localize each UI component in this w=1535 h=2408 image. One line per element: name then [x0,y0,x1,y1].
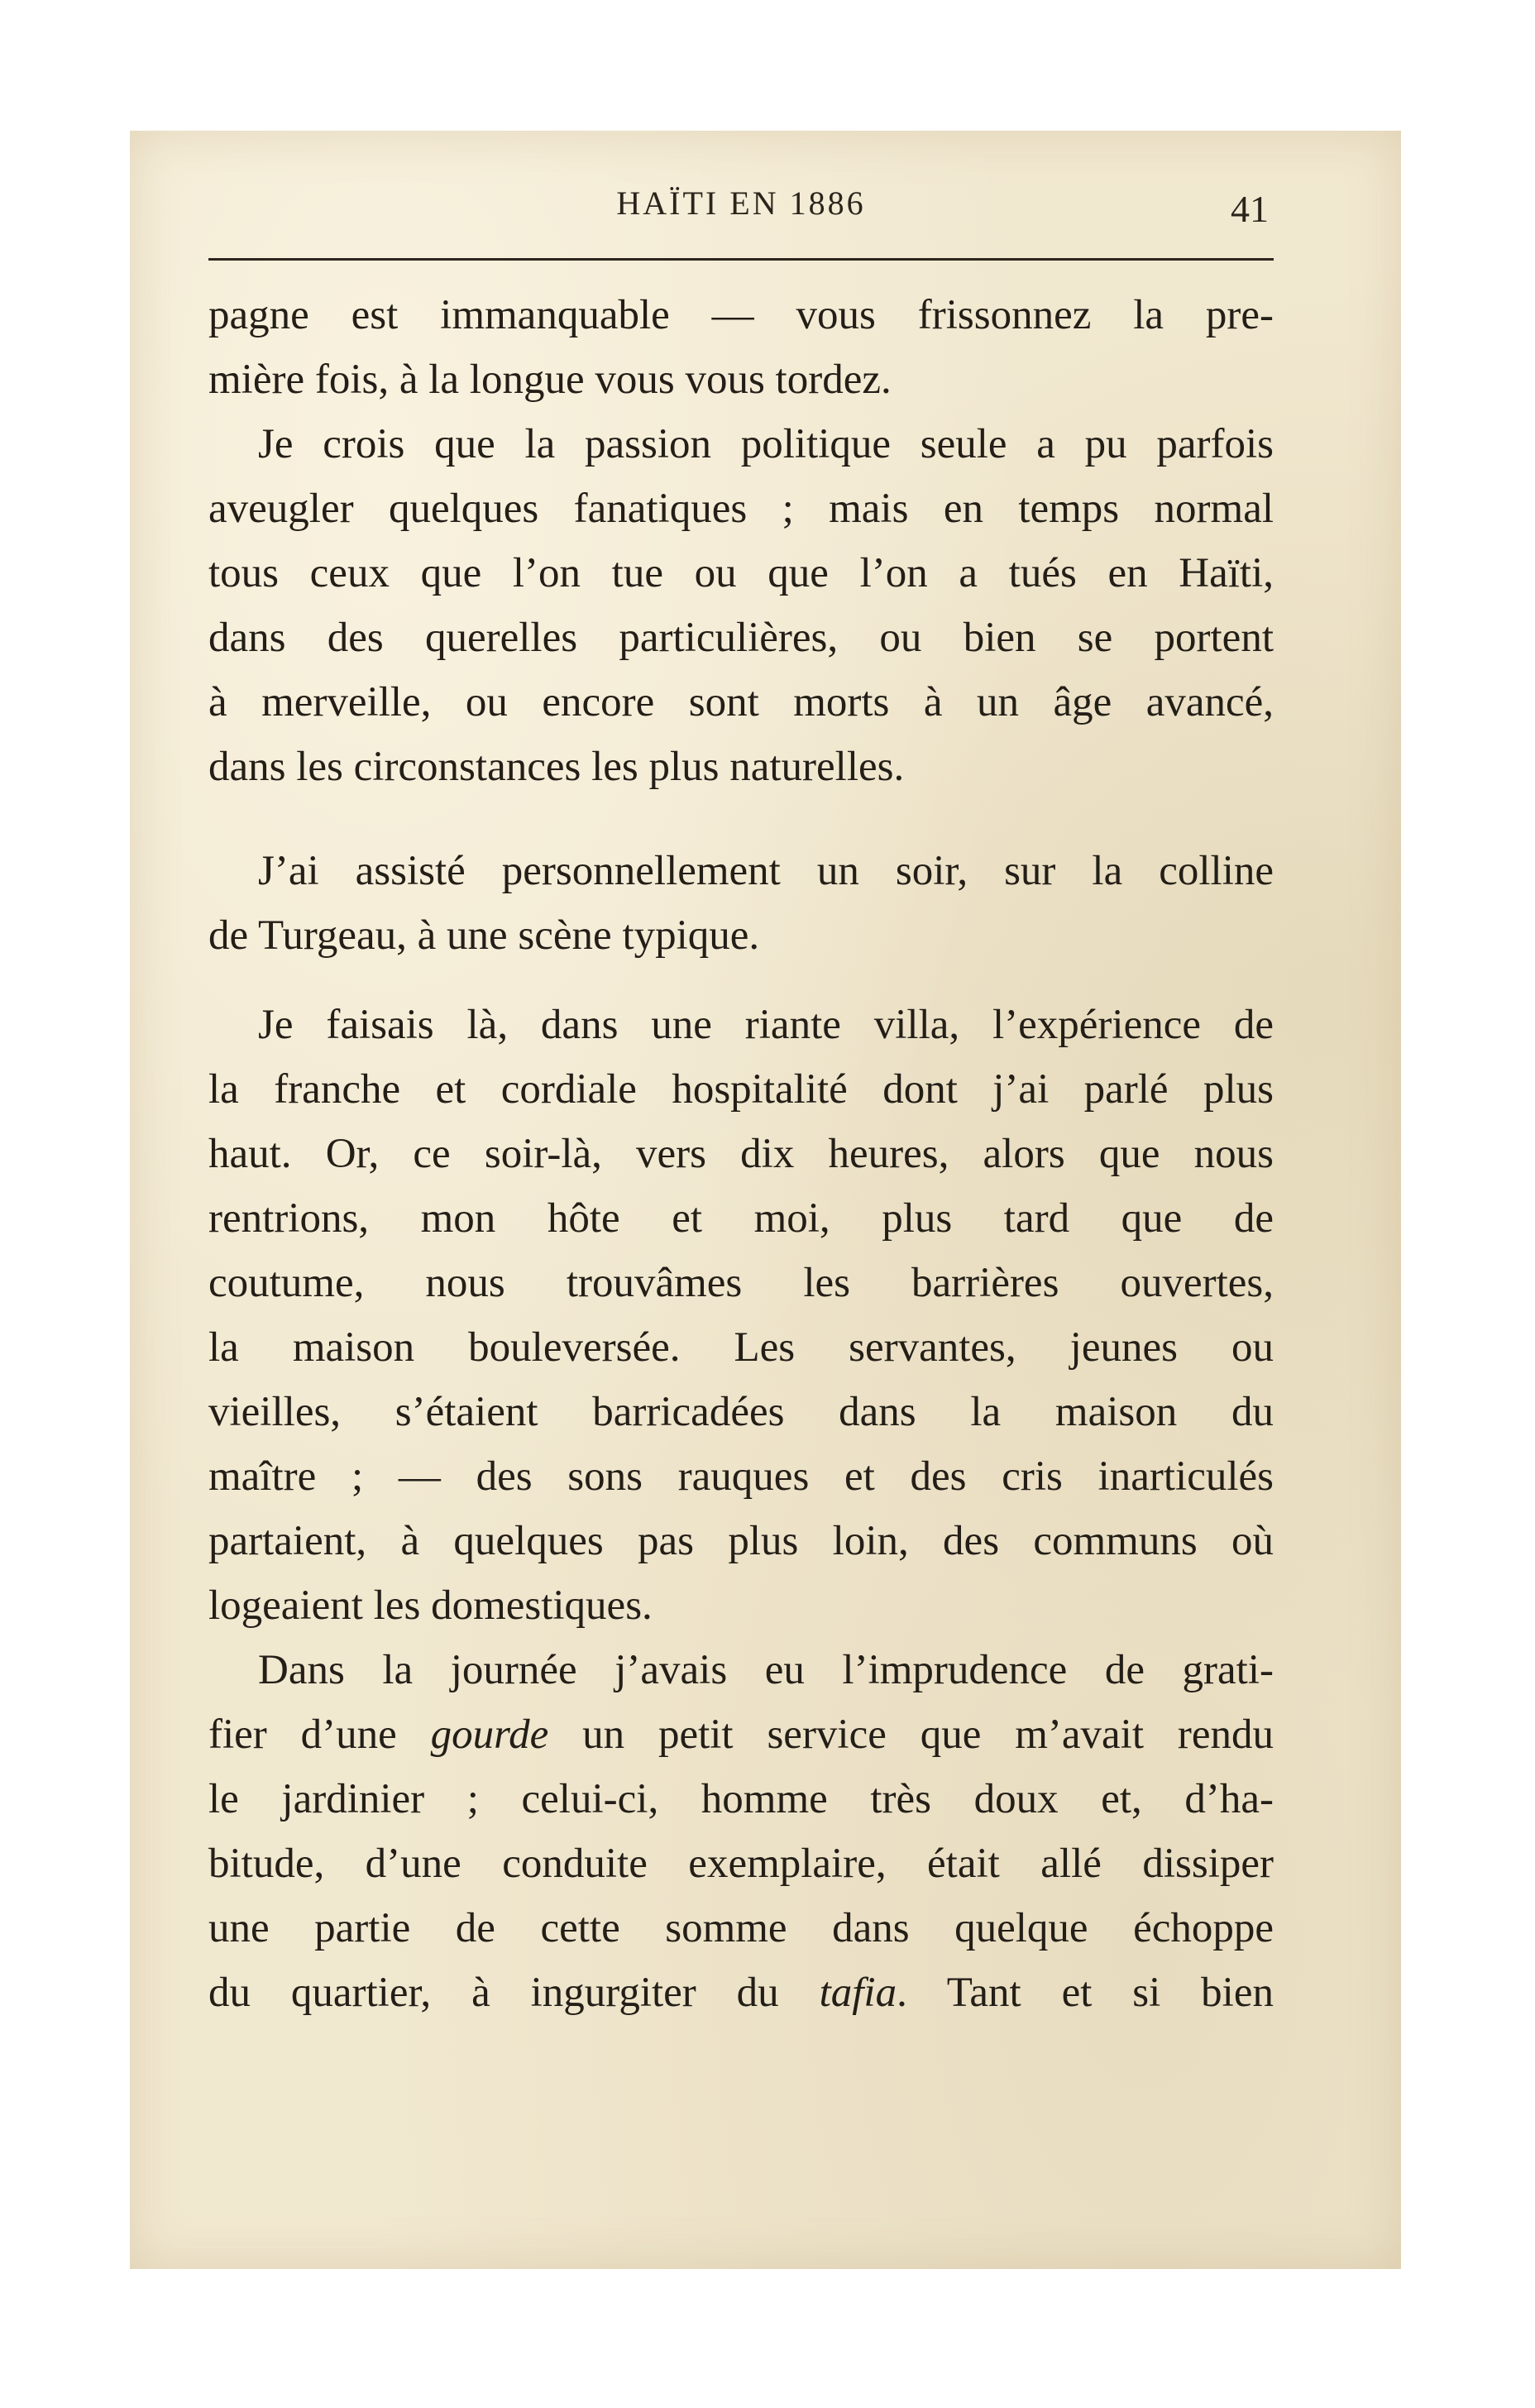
paragraph [208,993,1274,1638]
italic-word: gourde [430,1711,549,1758]
text-line: aveugler quelques fanatiques ; mais en temps normal [208,486,1274,532]
text-line: maître ; — des sons rauques et des cris inarticulés [208,1453,1274,1500]
text-line: de Turgeau, à une scène typique. [208,912,760,959]
paragraph [208,1638,1274,2025]
text-line: fier d’une gourde un petit service que m’avait rendu [208,1711,1274,1758]
text-line: une partie de cette somme dans quelque échoppe [208,1905,1274,1951]
italic-word: tafia [819,1970,897,2016]
text-line: J’ai assisté personnellement un soir, sur la colline [258,848,1274,894]
text-line: à merveille, ou encore sont morts à un âge avancé, [208,679,1274,725]
page-header [208,175,1274,242]
page-number: 41 [1231,188,1269,230]
text-line: mière fois, à la longue vous vous tordez. [208,357,892,403]
body-text [208,283,1274,2025]
text-line: bitude, d’une conduite exemplaire, était allé dissiper [208,1841,1274,1887]
text-line: Je faisais là, dans une riante villa, l’expérience de [258,1002,1274,1048]
text-line: haut. Or, ce soir-là, vers dix heures, alors que nous [208,1131,1274,1177]
running-head: HAÏTI EN 1886 [616,184,866,222]
text-line: la maison bouleversée. Les servantes, jeunes ou [208,1324,1274,1371]
paragraph-gap [208,799,1274,839]
text-line: dans les circonstances les plus naturelles. [208,744,905,790]
text-line: pagne est immanquable — vous frissonnez la pre- [208,292,1274,338]
text-line: rentrions, mon hôte et moi, plus tard que de [208,1195,1274,1242]
text-line: Dans la journée j’avais eu l’imprudence de grati- [258,1647,1274,1693]
text-line: logeaient les domestiques. [208,1582,653,1629]
paragraph-gap [208,968,1274,993]
text-line: vieilles, s’étaient barricadées dans la maison du [208,1389,1274,1435]
text-line: Je crois que la passion politique seule a pu parfois [258,421,1274,467]
text-line: partaient, à quelques pas plus loin, des communs où [208,1518,1274,1564]
text-line: le jardinier ; celui-ci, homme très doux et, d’ha- [208,1776,1274,1822]
text-line: du quartier, à ingurgiter du tafia. Tant et si bien [208,1970,1274,2016]
paragraph [208,839,1274,968]
text-line: tous ceux que l’on tue ou que l’on a tués en Haïti, [208,550,1274,596]
text-line: dans des querelles particulières, ou bien se portent [208,615,1274,661]
paragraph [208,283,1274,412]
text-line: coutume, nous trouvâmes les barrières ouvertes, [208,1260,1274,1306]
header-rule [208,258,1274,261]
text-line: la franche et cordiale hospitalité dont j’ai parlé plus [208,1066,1274,1113]
paragraph [208,412,1274,799]
